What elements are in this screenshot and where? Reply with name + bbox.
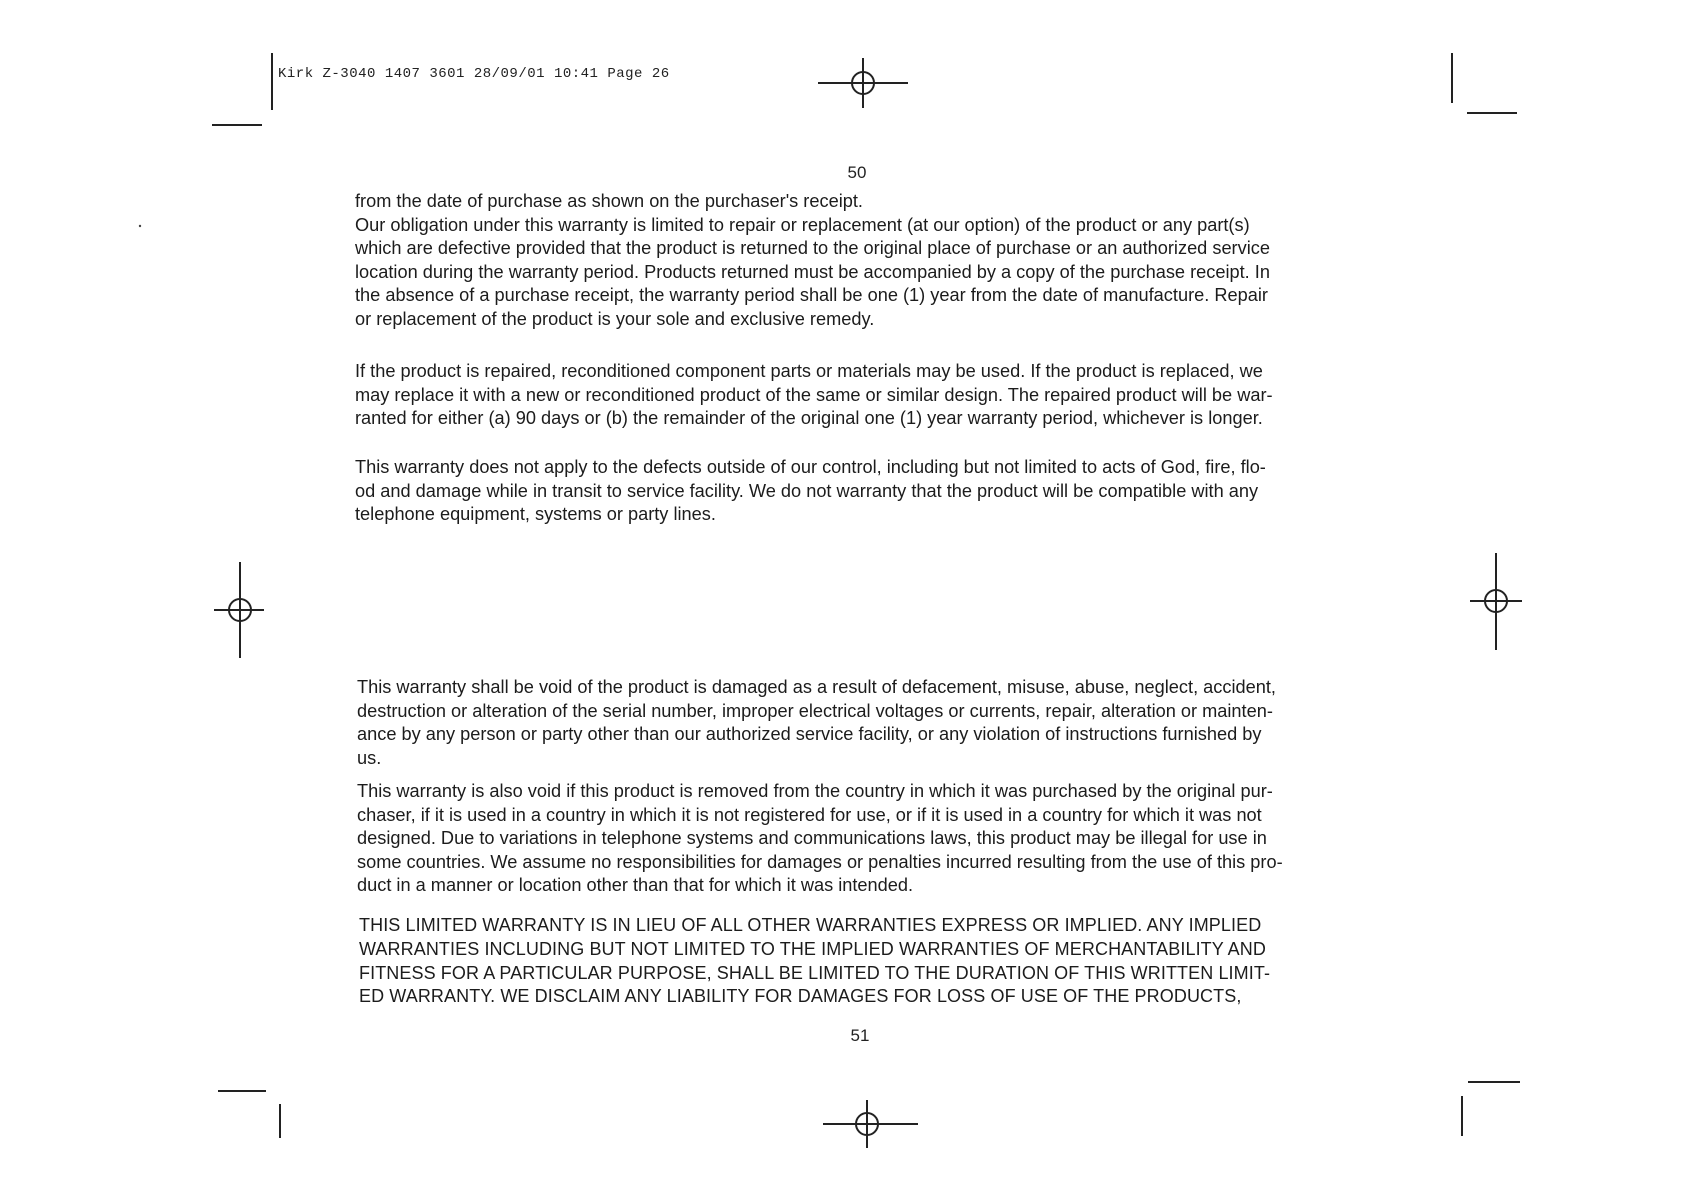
crop-mark-bottom-right bbox=[1462, 1082, 1520, 1136]
page-number-bottom: 51 bbox=[850, 1026, 870, 1045]
crop-mark-top-right bbox=[1452, 53, 1517, 113]
text-line: us. bbox=[357, 747, 382, 768]
text-line: the absence of a purchase receipt, the warranty period shall be one (1) year from the date of manufacture. Repair bbox=[355, 285, 1268, 305]
text-line: FITNESS FOR A PARTICULAR PURPOSE, SHALL BE LIMITED TO THE DURATION OF THIS WRITTEN LIMIT- bbox=[359, 962, 1271, 983]
text-line: duct in a manner or location other than that for which it was intended. bbox=[357, 875, 914, 895]
text-line: This warranty shall be void of the product is damaged as a result of defacement, misuse, abuse, neglect, accident, bbox=[357, 677, 1276, 697]
text-line: ED WARRANTY. WE DISCLAIM ANY LIABILITY FOR DAMAGES FOR LOSS OF USE OF THE PRODUCTS, bbox=[359, 986, 1242, 1007]
registration-mark-bottom bbox=[823, 1100, 918, 1148]
registration-mark-top bbox=[818, 58, 908, 108]
text-line: THIS LIMITED WARRANTY IS IN LIEU OF ALL OTHER WARRANTIES EXPRESS OR IMPLIED. ANY IMPLIED bbox=[359, 915, 1262, 935]
text-line: which are defective provided that the product is returned to the original place of purchase or an authorized service bbox=[355, 238, 1270, 258]
text-line: designed. Due to variations in telephone systems and communications laws, this product may be illegal for use in bbox=[357, 828, 1267, 848]
text-line: od and damage while in transit to service facility. We do not warranty that the product will be compatible with any bbox=[355, 480, 1259, 501]
text-line: ranted for either (a) 90 days or (b) the remainder of the original one (1) year warranty period, whichever is longer. bbox=[355, 408, 1263, 428]
void-warranty-paragraph bbox=[357, 676, 1276, 770]
warranty-obligation-paragraph bbox=[355, 190, 1270, 331]
print-slug-header: Kirk Z-3040 1407 3601 28/09/01 10:41 Page 26 bbox=[278, 66, 670, 82]
registration-mark-left bbox=[214, 562, 264, 658]
country-restriction-paragraph bbox=[357, 780, 1283, 898]
repair-replacement-paragraph bbox=[355, 360, 1273, 431]
text-line: location during the warranty period. Products returned must be accompanied by a copy of the purchase receipt. In bbox=[355, 261, 1270, 282]
exclusions-paragraph bbox=[355, 456, 1266, 527]
text-line: chaser, if it is used in a country in which it is not registered for use, or if it is used in a country for which it was not bbox=[357, 804, 1262, 825]
text-line: Our obligation under this warranty is limited to repair or replacement (at our option) of the product or any part(s) bbox=[355, 214, 1250, 235]
text-line: destruction or alteration of the serial number, improper electrical voltages or currents, repair, alteration or mainten- bbox=[357, 700, 1273, 721]
text-line: This warranty is also void if this product is removed from the country in which it was purchased by the original pur- bbox=[357, 781, 1273, 801]
text-line: or replacement of the product is your sole and exclusive remedy. bbox=[355, 308, 875, 329]
stray-dot bbox=[139, 225, 141, 227]
registration-mark-right bbox=[1470, 553, 1522, 650]
text-line: WARRANTIES INCLUDING BUT NOT LIMITED TO THE IMPLIED WARRANTIES OF MERCHANTABILITY AND bbox=[359, 938, 1266, 959]
crop-mark-bottom-left bbox=[218, 1091, 280, 1138]
limited-warranty-disclaimer bbox=[359, 914, 1270, 1009]
text-line: some countries. We assume no responsibilities for damages or penalties incurred resulting from the use of this pro- bbox=[357, 851, 1283, 872]
text-line: telephone equipment, systems or party lines. bbox=[355, 504, 716, 524]
text-line: This warranty does not apply to the defects outside of our control, including but not limited to acts of God, fire, flo- bbox=[355, 457, 1266, 477]
text-line: may replace it with a new or reconditioned product of the same or similar design. The repaired product will be war- bbox=[355, 384, 1273, 405]
text-line: If the product is repaired, reconditioned component parts or materials may be used. If the product is replaced, we bbox=[355, 361, 1263, 381]
crop-mark-top-left bbox=[212, 53, 272, 125]
text-line: from the date of purchase as shown on the purchaser's receipt. bbox=[355, 191, 863, 211]
text-line: ance by any person or party other than our authorized service facility, or any violation of instructions furnished by bbox=[357, 724, 1262, 744]
page-number-top: 50 bbox=[847, 163, 867, 182]
